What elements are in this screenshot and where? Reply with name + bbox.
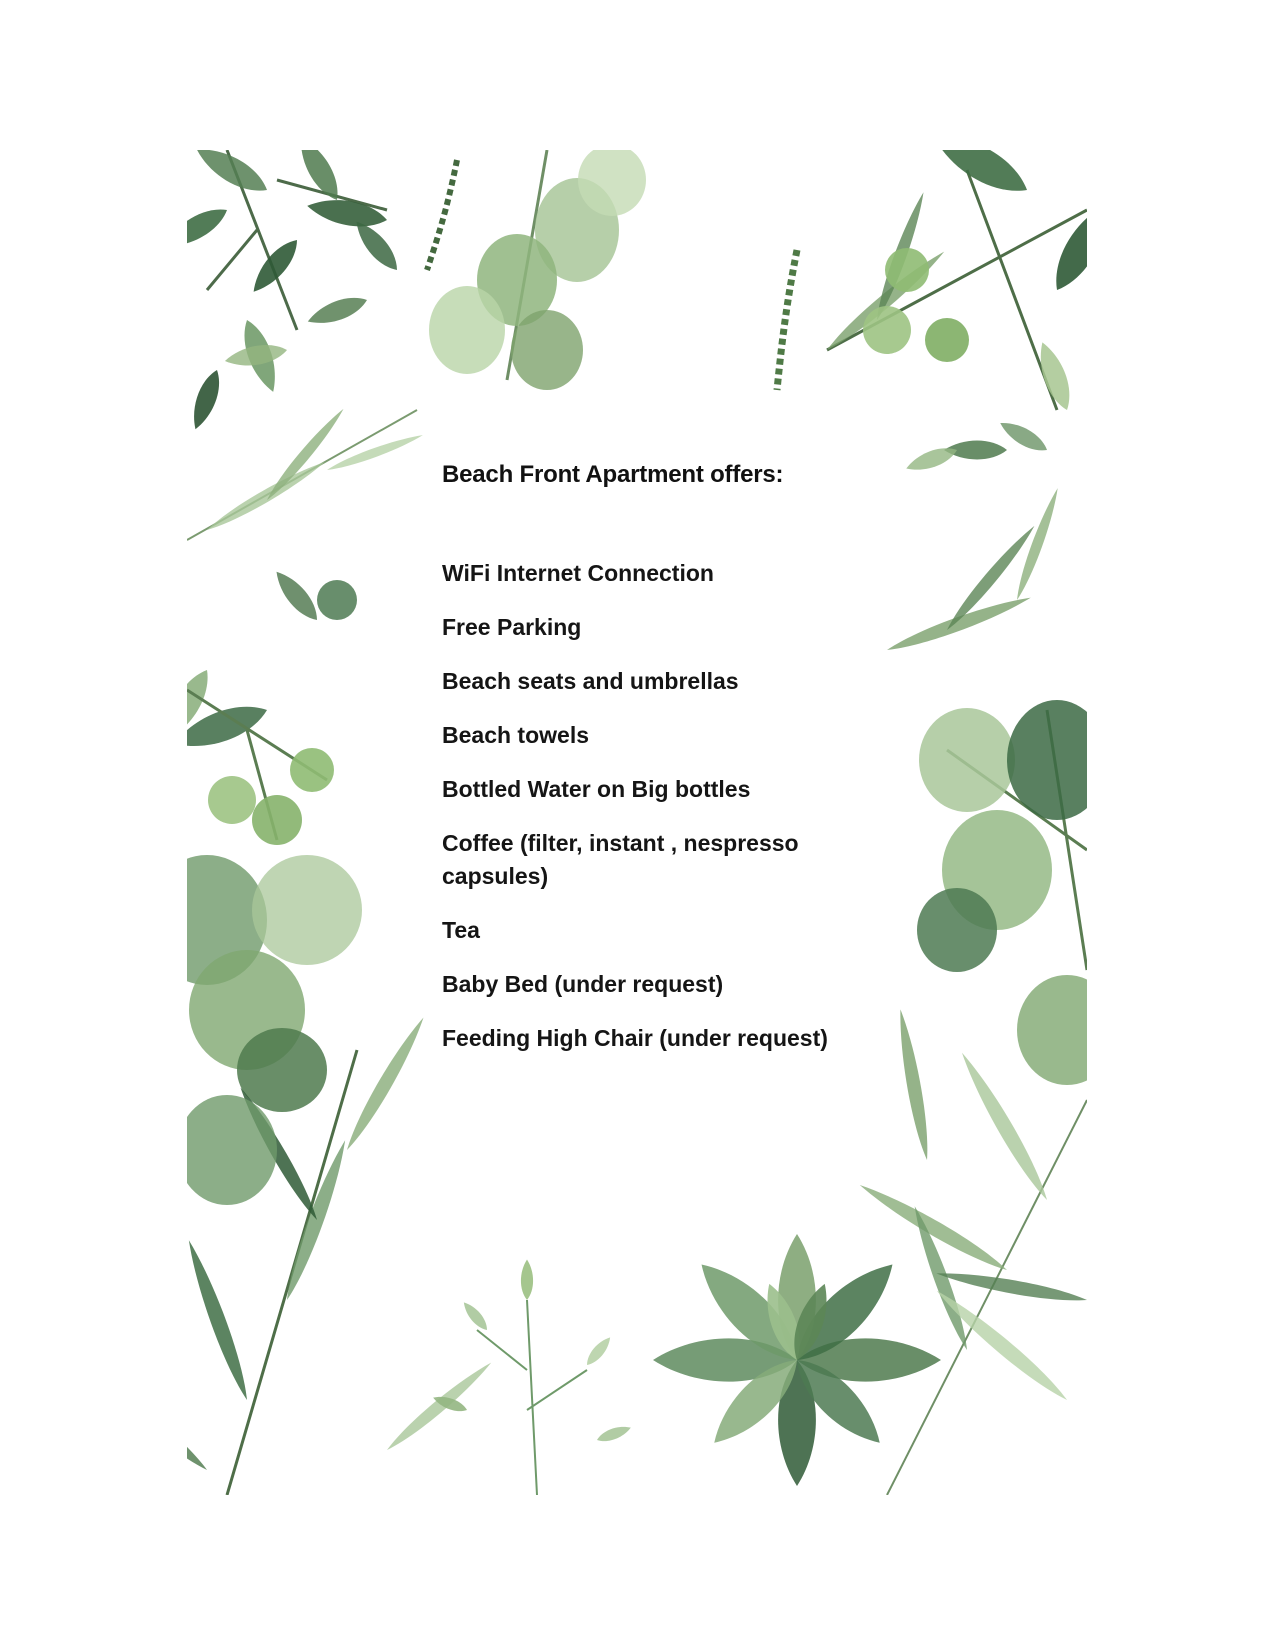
list-item: Coffee (filter, instant , nespresso capsules) — [442, 830, 799, 889]
amenities-list — [442, 557, 862, 1055]
list-item: WiFi Internet Connection — [442, 560, 714, 586]
top-left-branch — [187, 150, 404, 432]
list-item: Baby Bed (under request) — [442, 971, 724, 997]
list-item: Beach seats and umbrellas — [442, 668, 739, 694]
amenities-panel — [442, 459, 862, 1076]
right-eucalyptus — [885, 486, 1087, 1085]
left-berries-eucalyptus — [187, 690, 362, 1112]
bottom-succulent — [653, 1234, 941, 1486]
list-item: Free Parking — [442, 614, 582, 640]
list-item: Bottled Water on Big bottles — [442, 776, 751, 802]
list-item: Tea — [442, 917, 480, 943]
top-center-eucalyptus — [427, 150, 646, 390]
bottom-center-sprigs — [431, 1260, 632, 1496]
list-item: Beach towels — [442, 722, 589, 748]
left-side-foliage — [187, 405, 424, 757]
list-item: Feeding High Chair (under request) — [442, 1025, 828, 1051]
page-title: Beach Front Apartment offers: — [442, 461, 784, 488]
top-right-branch — [777, 150, 1087, 476]
bottom-left-foliage — [187, 1014, 495, 1495]
